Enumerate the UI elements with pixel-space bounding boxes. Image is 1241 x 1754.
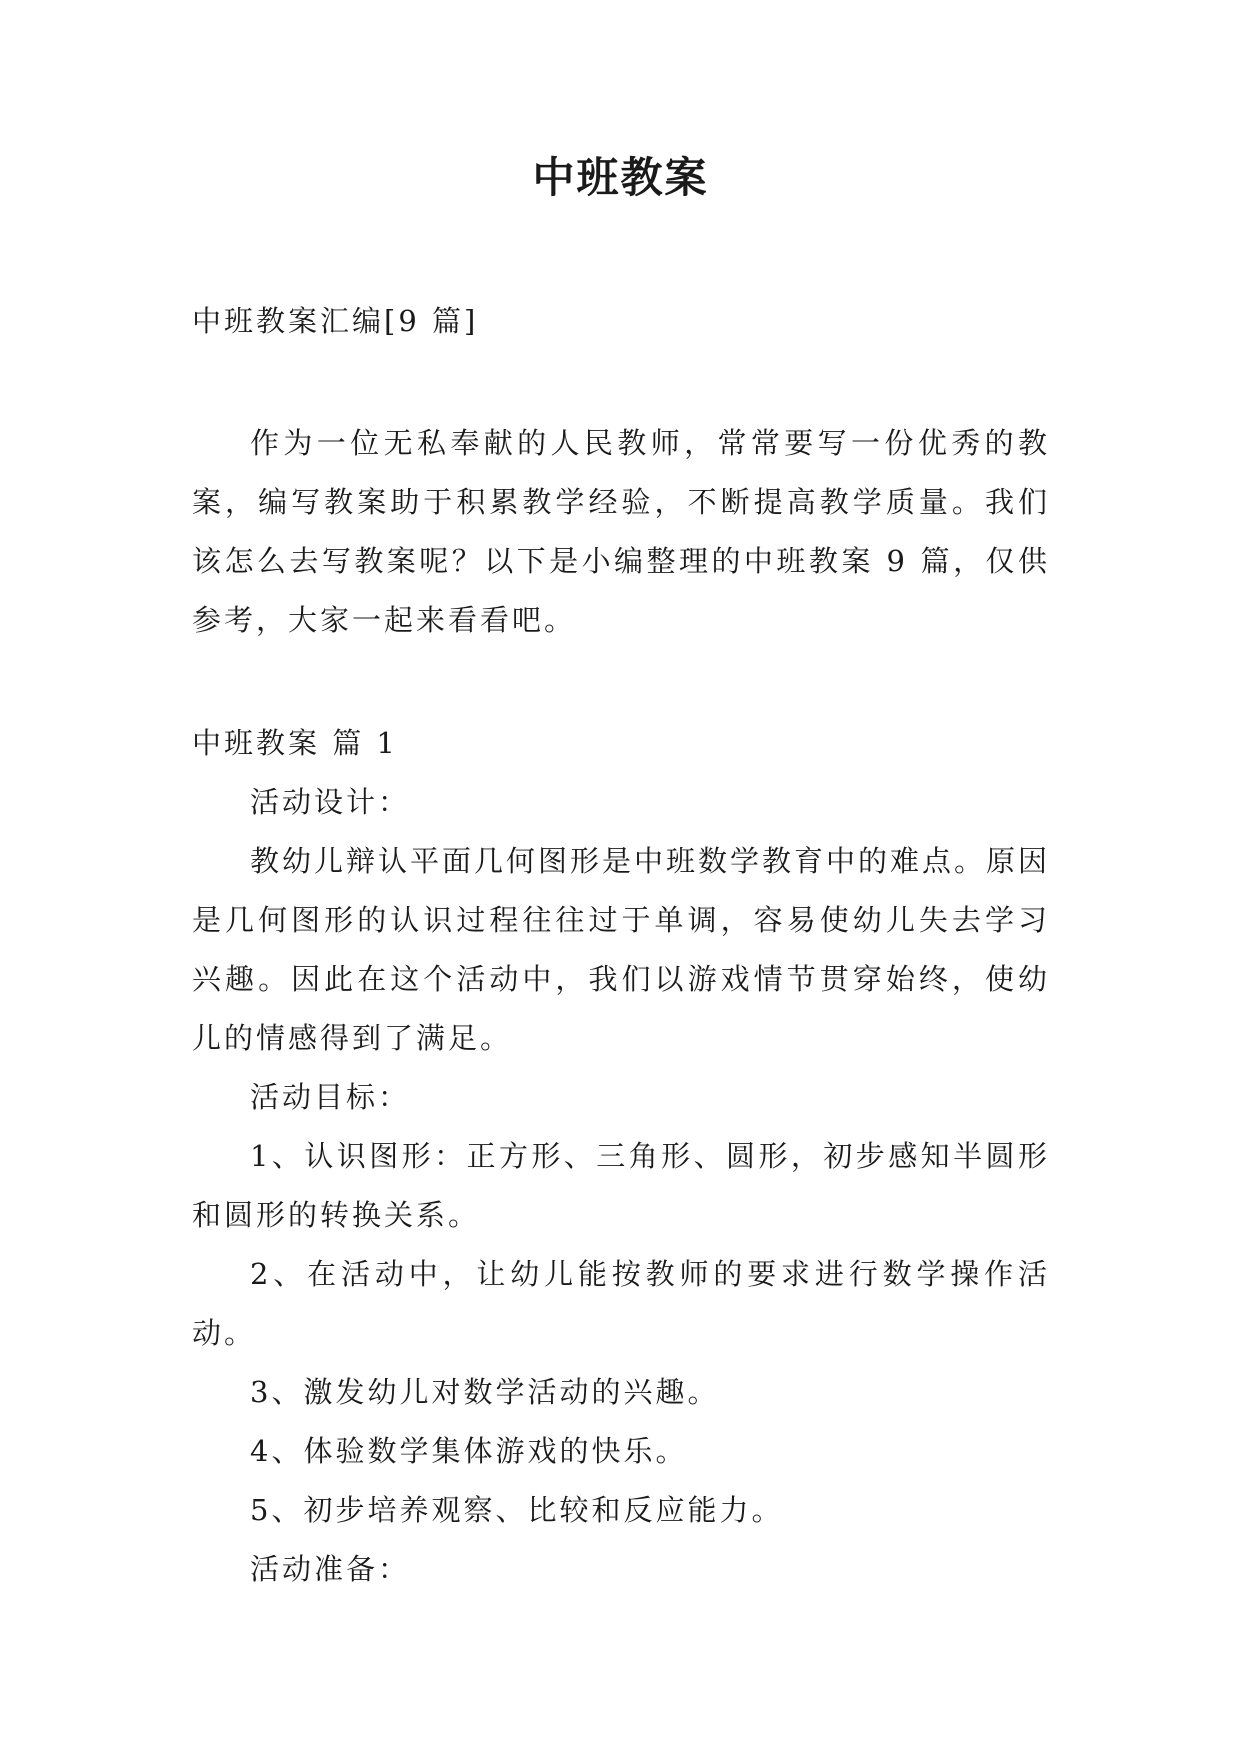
goals-label: 活动目标： bbox=[250, 1080, 411, 1114]
document-title: 中班教案 bbox=[532, 153, 709, 202]
document-subtitle: 中班教案汇编[9 篇] bbox=[192, 304, 479, 338]
section-heading: 中班教案 篇 1 bbox=[192, 726, 398, 760]
spacer bbox=[192, 351, 1050, 414]
goal-item: 1、认识图形：正方形、三角形、圆形，初步感知半圆形和圆形的转换关系。 bbox=[192, 1139, 1050, 1232]
goal-item: 5、初步培养观察、比较和反应能力。 bbox=[250, 1493, 784, 1527]
goal-item: 4、体验数学集体游戏的快乐。 bbox=[250, 1434, 688, 1468]
goal-item: 3、激发幼儿对数学活动的兴趣。 bbox=[250, 1375, 720, 1409]
spacer bbox=[192, 650, 1050, 714]
design-label: 活动设计： bbox=[250, 785, 411, 819]
goal-item: 2、在活动中，让幼儿能按教师的要求进行数学操作活动。 bbox=[192, 1257, 1050, 1350]
document-body bbox=[192, 292, 1050, 1599]
intro-paragraph: 作为一位无私奉献的人民教师，常常要写一份优秀的教案，编写教案助于积累教学经验，不断提高教学质量。我们该怎么去写教案呢？以下是小编整理的中班教案 9 篇，仅供参考，大家一起来看看吧。 bbox=[192, 426, 1050, 637]
design-paragraph: 教幼儿辩认平面几何图形是中班数学教育中的难点。原因是几何图形的认识过程往往过于单调，容易使幼儿失去学习兴趣。因此在这个活动中，我们以游戏情节贯穿始终，使幼儿的情感得到了满足。 bbox=[192, 844, 1051, 1055]
prep-label: 活动准备： bbox=[250, 1552, 411, 1586]
